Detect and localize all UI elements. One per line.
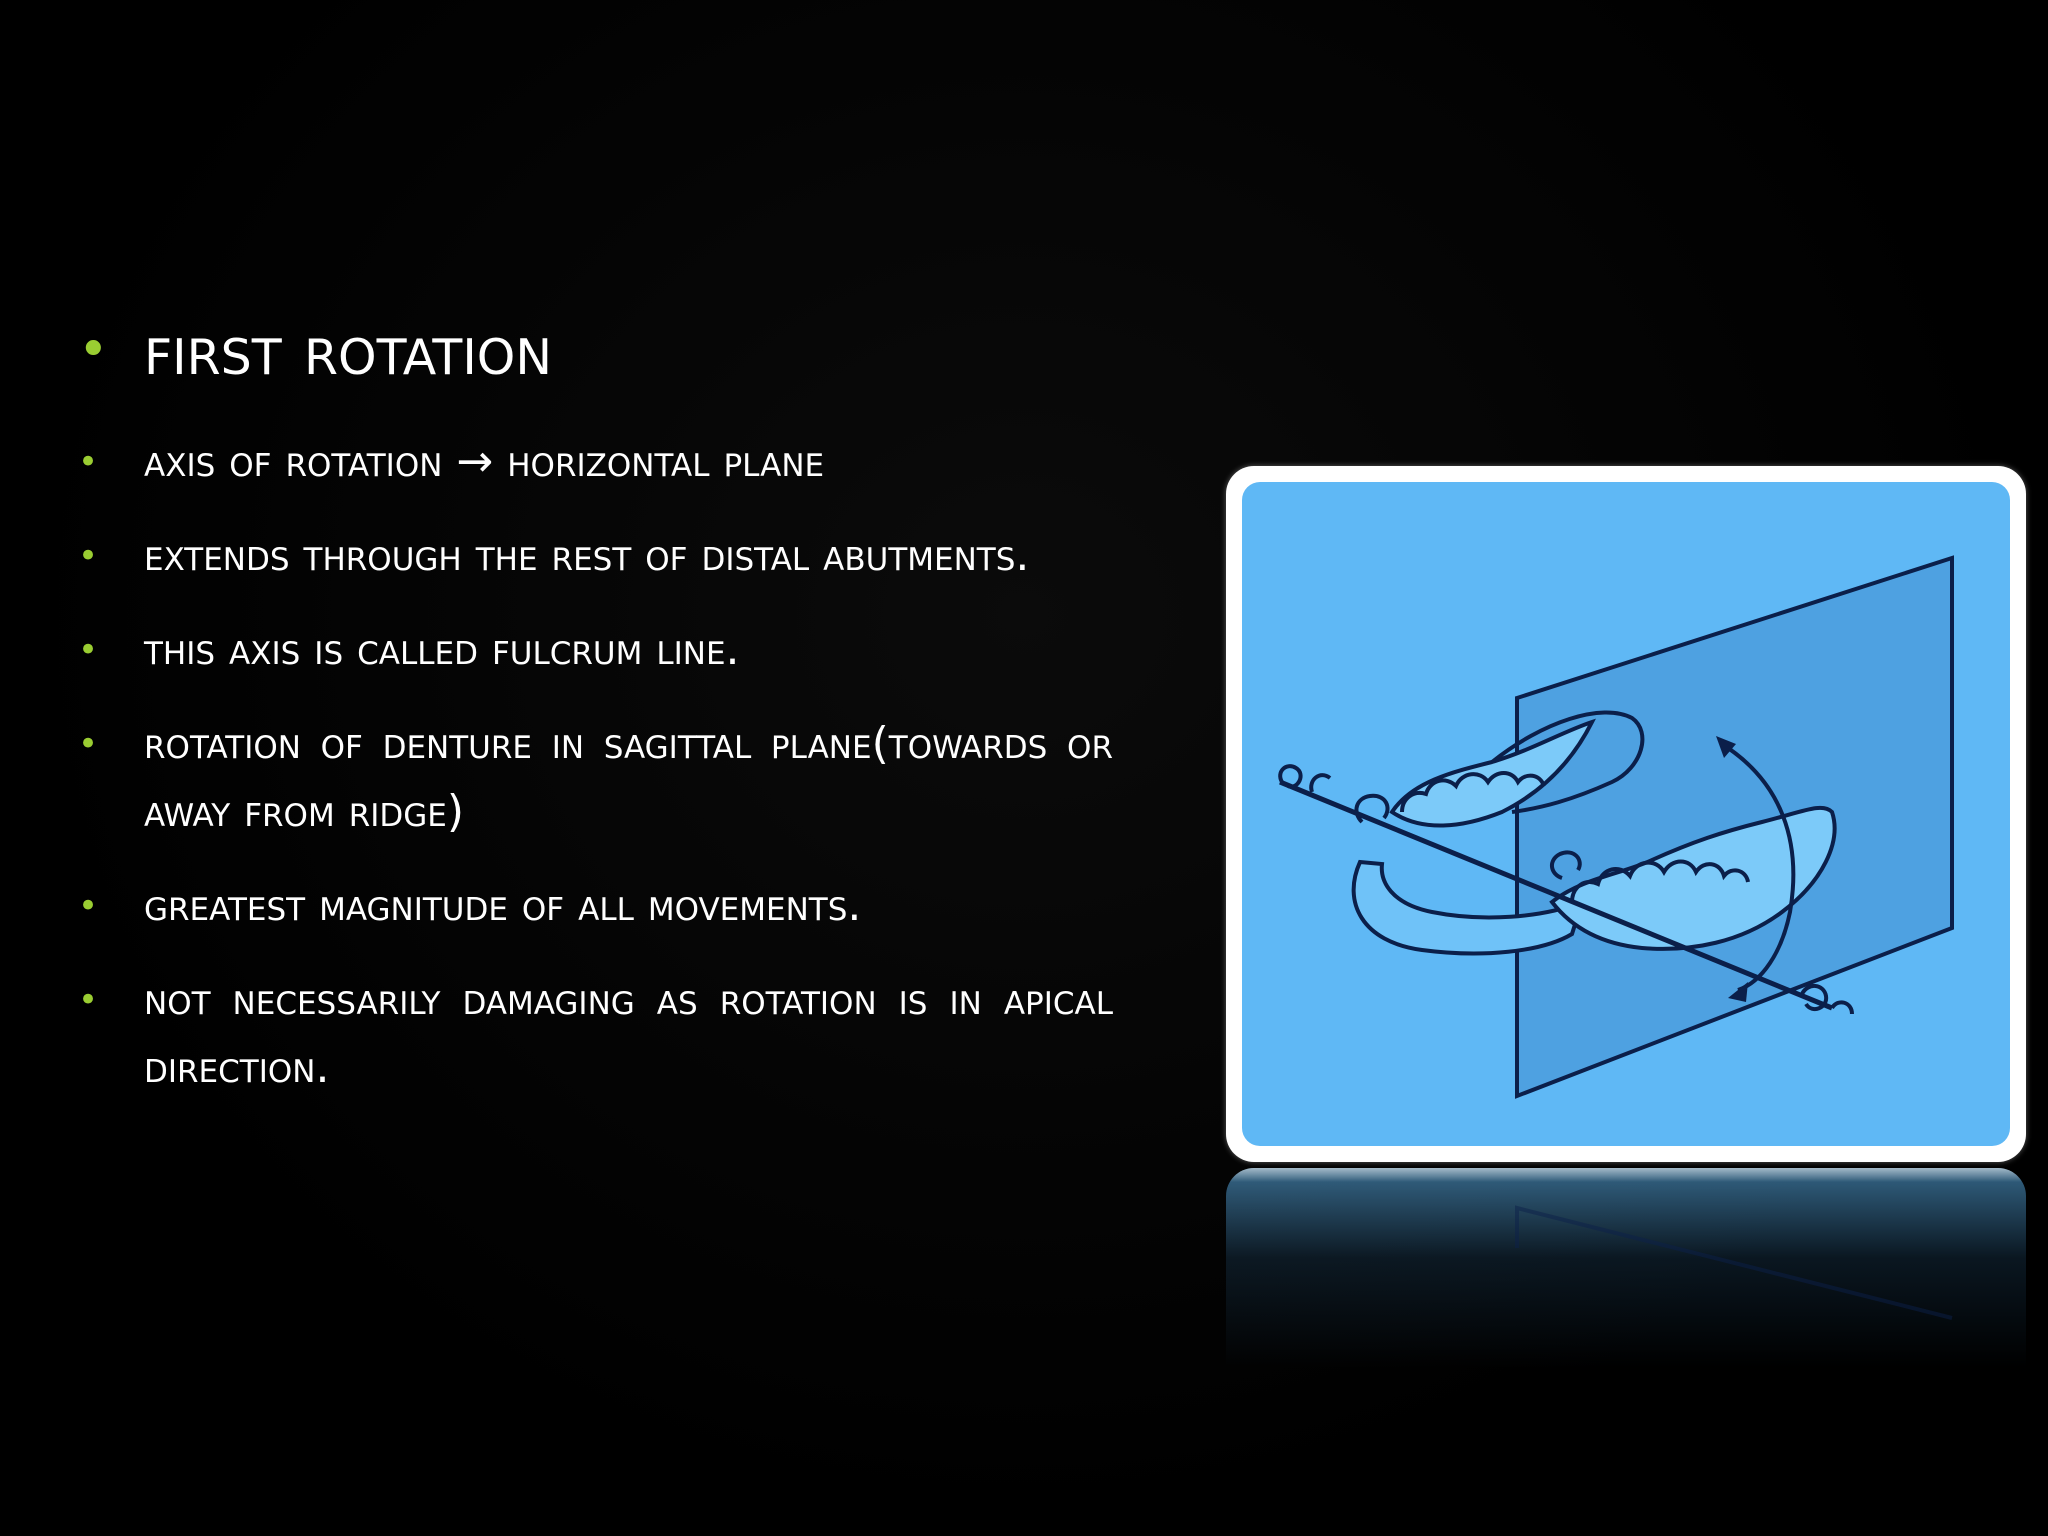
bullet-dot: • <box>78 320 109 380</box>
bullet-item <box>78 872 1113 940</box>
bullet-list <box>78 300 1113 1128</box>
reflection-plane <box>1242 1168 2010 1368</box>
bullet-item <box>78 616 1113 684</box>
bullet-text: extends through the rest of distal abutments. <box>144 530 1030 581</box>
bullet-dot: • <box>78 630 99 670</box>
bullet-dot: • <box>78 442 99 482</box>
bullet-item <box>78 710 1113 846</box>
figure-frame <box>1226 466 2026 1162</box>
sagittal-plane <box>1517 558 1952 1096</box>
slide-title-text: first rotation <box>144 309 553 391</box>
slide-title <box>78 300 1113 400</box>
bullet-text: this axis is called fulcrum line. <box>144 624 740 675</box>
bullet-dot: • <box>78 724 99 764</box>
bullet-text: rotation of denture in sagittal plane(towards or away from ridge) <box>144 718 1113 837</box>
left-axis-rotation-icon <box>1280 766 1330 792</box>
rotation-figure <box>1242 482 2010 1146</box>
denture-rotation-diagram <box>1242 482 2010 1146</box>
bullet-text: axis of rotation → horizontal plane <box>144 436 825 487</box>
bullet-item <box>78 428 1113 496</box>
bullet-dot: • <box>78 980 99 1020</box>
bullet-item <box>78 966 1113 1102</box>
figure-reflection <box>1226 1168 2026 1368</box>
bullet-item <box>78 522 1113 590</box>
bullet-dot: • <box>78 886 99 926</box>
bullet-text: greatest magnitude of all movements. <box>144 880 862 931</box>
bullet-dot: • <box>78 536 99 576</box>
bullet-text: not necessarily damaging as rotation is in apical direction. <box>144 974 1113 1093</box>
